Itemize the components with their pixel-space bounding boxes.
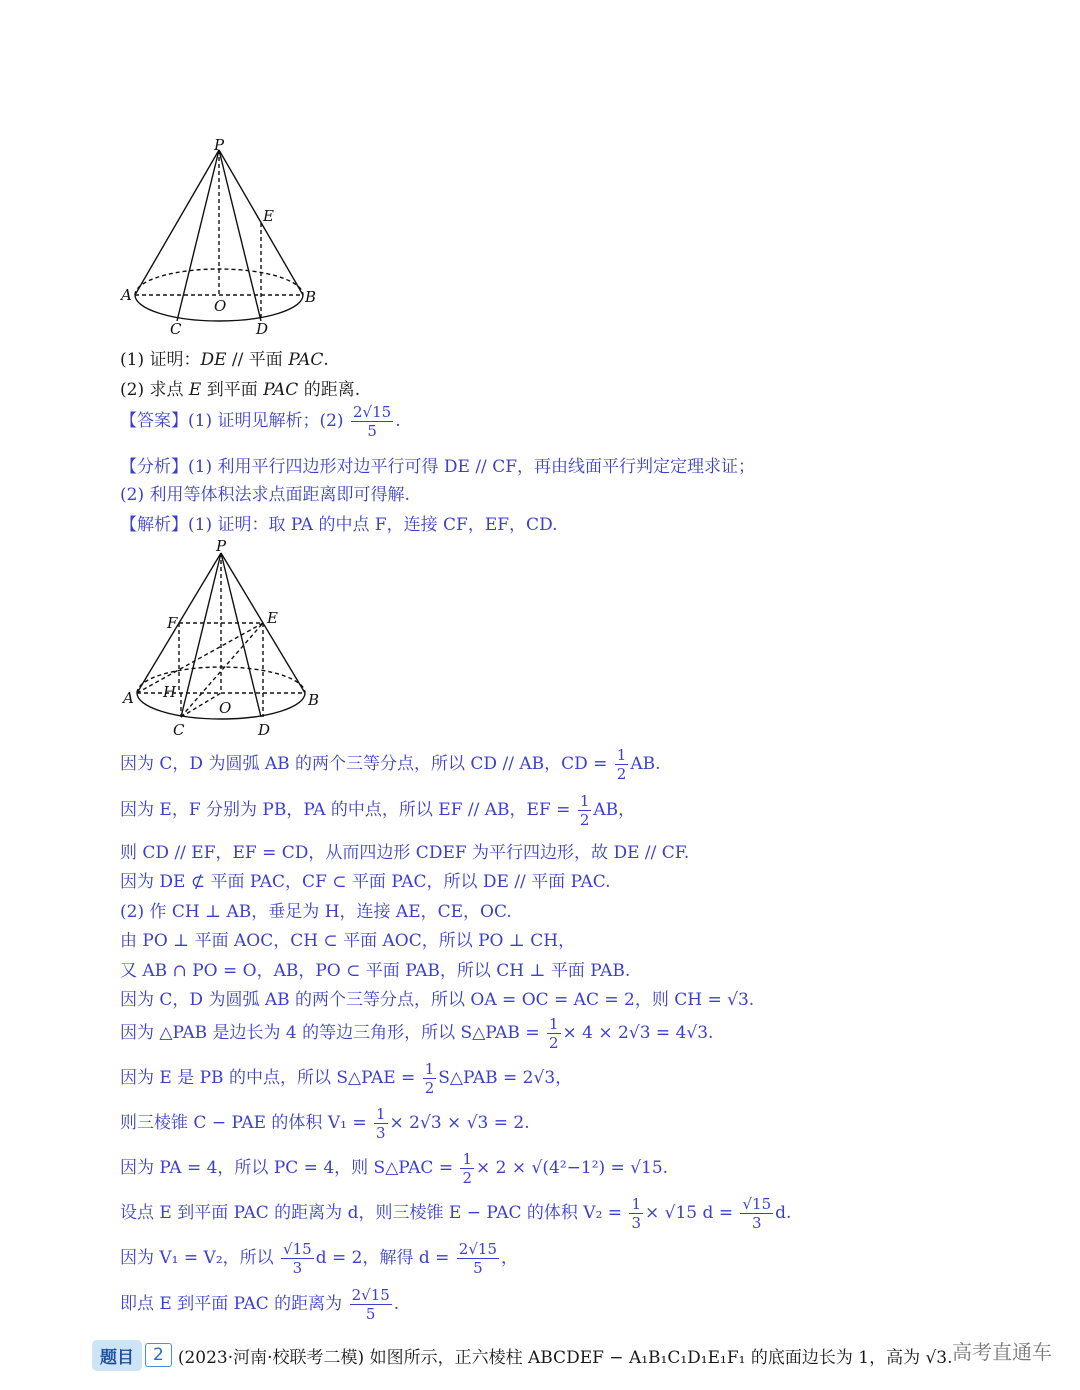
solution-line-14: 因为 V₁ = V₂，所以 $\frac{√15}{3}$ d = 2，解得 d = $\frac{2√15}{5}$ ，: [120, 1240, 518, 1277]
label-E: E: [263, 207, 274, 225]
solution-line-0: 【解析】(1) 证明：取 PA 的中点 F，连接 CF，EF，CD.: [120, 515, 558, 535]
next-question-header: [92, 1340, 953, 1370]
solution-line-11: 则三棱锥 C − PAE 的体积 V₁ = $\frac{1}{3}$ × 2√3 × √3 = 2.: [120, 1105, 530, 1142]
label-F: F: [167, 614, 178, 632]
solution-line-15: 即点 E 到平面 PAC 的距离为 $\frac{2√15}{5}$ .: [120, 1286, 400, 1323]
solution-line-6: 由 PO ⊥ 平面 AOC，CH ⊂ 平面 AOC，所以 PO ⊥ CH，: [120, 931, 576, 951]
label-B: B: [308, 691, 320, 709]
solution-line-8: 因为 C，D 为圆弧 AB 的两个三等分点，所以 OA = OC = AC = 2，则 CH = √3.: [120, 990, 755, 1010]
label-C: C: [173, 721, 185, 739]
analysis-line-1: 【分析】(1) 利用平行四边形对边平行可得 DE // CF，再由线面平行判定定理求证；: [120, 457, 755, 477]
label-D: D: [256, 320, 269, 338]
solution-line-7: 又 AB ∩ PO = O，AB，PO ⊂ 平面 PAB，所以 CH ⊥ 平面 PAB.: [120, 961, 631, 981]
answer-line: 【答案】(1) 证明见解析；(2) $\frac{2√15}{5}$ .: [120, 403, 401, 440]
label-P: P: [214, 136, 225, 154]
label-C: C: [170, 320, 182, 338]
label-H: H: [163, 683, 177, 701]
question-text: (2023·河南·校联考二模) 如图所示，正六棱柱 ABCDEF − A₁B₁C₁D₁E₁F₁ 的底面边长为 1，高为 √3.: [177, 1347, 953, 1368]
label-D: D: [258, 721, 271, 739]
solution-line-3: 则 CD // EF，EF = CD，从而四边形 CDEF 为平行四边形，故 DE // CF.: [120, 843, 690, 863]
label-E: E: [267, 609, 278, 627]
cone-figure-2: [115, 535, 330, 745]
question-2: (2) 求点 E 到平面 PAC 的距离.: [120, 380, 361, 400]
solution-line-12: 因为 PA = 4，所以 PC = 4，则 S△PAC = $\frac{1}{2}$ × 2 × √(4²−1²) = √15.: [120, 1150, 669, 1187]
label-A: A: [123, 689, 134, 707]
cone-figure-1: [115, 135, 330, 340]
solution-line-4: 因为 DE ⊄ 平面 PAC，CF ⊂ 平面 PAC，所以 DE // 平面 PAC.: [120, 872, 611, 892]
label-O: O: [214, 297, 227, 315]
question-number: 2: [145, 1343, 172, 1367]
solution-line-1: 因为 C，D 为圆弧 AB 的两个三等分点，所以 CD // AB，CD = $\frac{1}{2}$ AB.: [120, 746, 661, 783]
solution-line-5: (2) 作 CH ⊥ AB，垂足为 H，连接 AE，CE，OC.: [120, 902, 512, 922]
solution-line-10: 因为 E 是 PB 的中点，所以 S△PAE = $\frac{1}{2}$ S△PAB = 2√3，: [120, 1060, 573, 1097]
solution-line-13: 设点 E 到平面 PAC 的距离为 d，则三棱锥 E − PAC 的体积 V₂ = $\frac{1}{3}$ × √15 d = $\frac{√15}{3}$ d.: [120, 1195, 792, 1232]
label-A: A: [121, 286, 132, 304]
watermark: 高考直通车: [952, 1340, 1052, 1364]
label-B: B: [305, 288, 317, 306]
question-badge: 题目: [92, 1340, 142, 1371]
solution-line-9: 因为 △PAB 是边长为 4 的等边三角形，所以 S△PAB = $\frac{1}{2}$ × 4 × 2√3 = 4√3.: [120, 1015, 714, 1052]
solution-line-2: 因为 E，F 分别为 PB，PA 的中点，所以 EF // AB，EF = $\frac{1}{2}$ AB，: [120, 792, 636, 829]
analysis-line-2: (2) 利用等体积法求点面距离即可得解.: [120, 485, 410, 505]
question-1: (1) 证明：DE // 平面 PAC.: [120, 350, 329, 370]
label-O: O: [219, 699, 232, 717]
label-P: P: [216, 537, 227, 555]
